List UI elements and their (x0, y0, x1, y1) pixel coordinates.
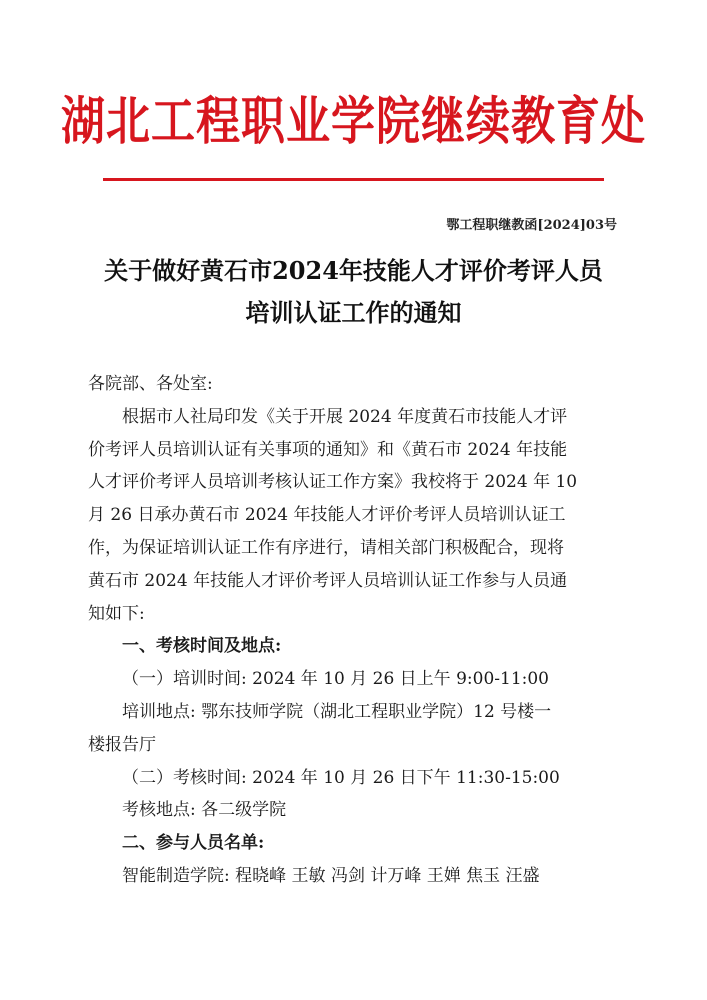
letterhead-title: 湖北工程职业学院继续教育处 (61, 91, 646, 153)
paragraph-line: 价考评人员培训认证有关事项的通知》和《黄石市 2024 年技能 (88, 439, 568, 460)
salutation: 各院部、各处室: (88, 374, 213, 394)
letterhead-divider (103, 178, 604, 181)
section-heading-schedule: 一、考核时间及地点: (122, 636, 282, 657)
paragraph-line: 人才评价考评人员培训考核认证工作方案》我校将于 2024 年 10 (88, 472, 578, 493)
paragraph-line: 知如下: (88, 603, 145, 624)
section-heading-participants: 二、参与人员名单: (122, 833, 265, 854)
document-title-line-2: 培训认证工作的通知 (245, 298, 462, 327)
document-number: 鄂工程职继教函[2024]03号 (446, 218, 617, 233)
exam-time: （二）考核时间: 2024 年 10 月 26 日下午 11:30-15:00 (122, 767, 560, 788)
paragraph-line: 月 26 日承办黄石市 2024 年技能人才评价考评人员培训认证工 (88, 505, 566, 526)
paragraph-line: 作，为保证培训认证工作有序进行，请相关部门积极配合，现将 (88, 537, 564, 558)
paragraph-line: 黄石市 2024 年技能人才评价考评人员培训认证工作参与人员通 (88, 570, 568, 591)
training-time: （一）培训时间: 2024 年 10 月 26 日上午 9:00-11:00 (122, 669, 549, 690)
paragraph-line: 根据市人社局印发《关于开展 2024 年度黄石市技能人才评 (122, 406, 568, 427)
document-body (88, 368, 620, 893)
training-place: 培训地点: 鄂东技师学院（湖北工程职业学院）12 号楼一 (122, 701, 552, 722)
participants-list: 智能制造学院: 程晓峰 王敏 冯剑 计万峰 王婵 焦玉 汪盛 (122, 865, 540, 886)
exam-place: 考核地点: 各二级学院 (122, 800, 287, 821)
document-title (0, 250, 707, 334)
document-title-line-1: 关于做好黄石市2024年技能人才评价考评人员 (104, 256, 603, 285)
training-place-continued: 楼报告厅 (88, 734, 156, 755)
